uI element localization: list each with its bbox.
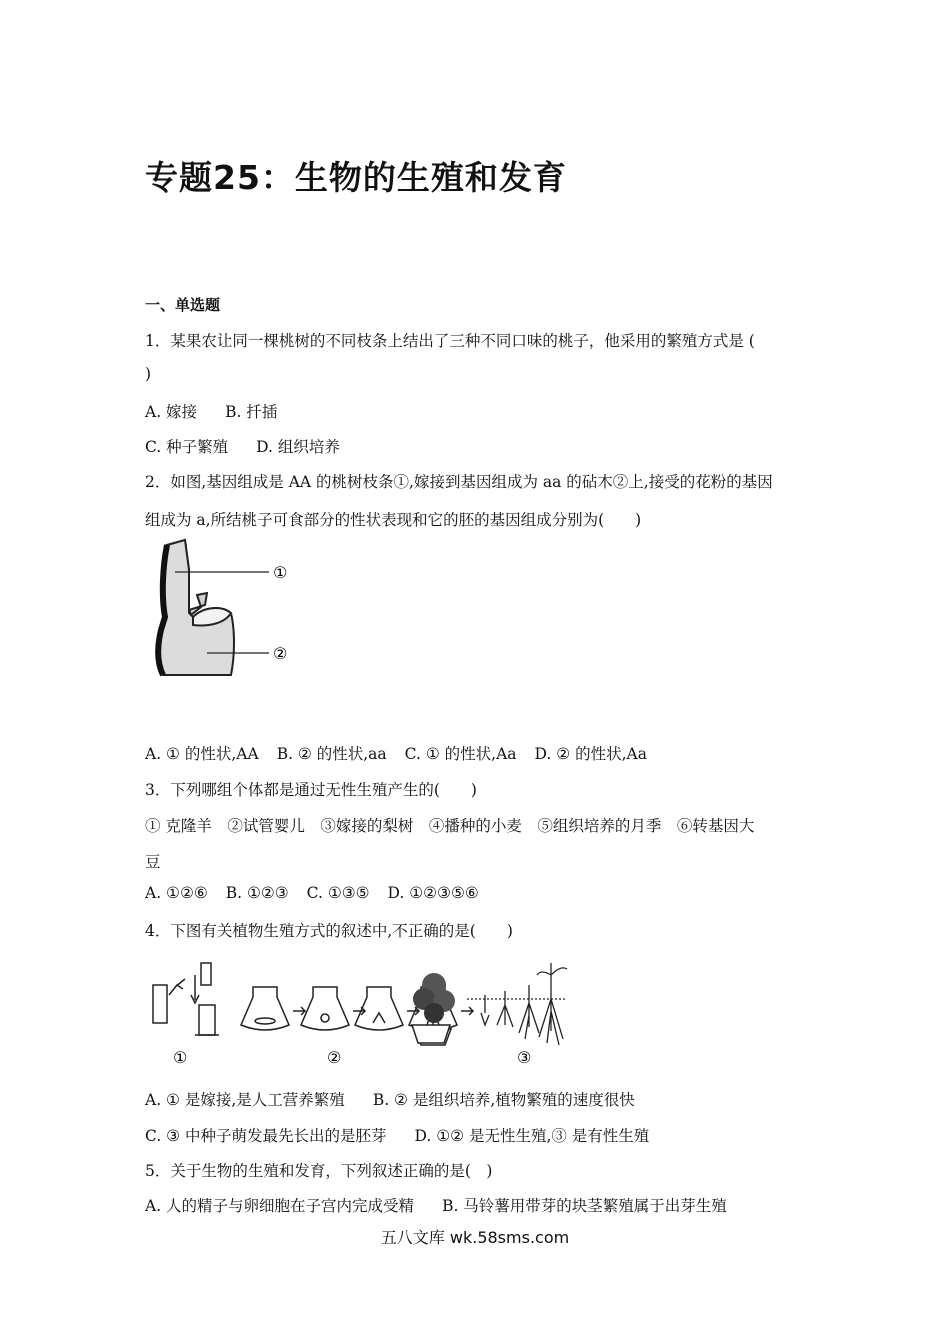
page-title: 专题25：生物的生殖和发育	[145, 158, 567, 197]
q1-option-d: D. 组织培养	[256, 438, 340, 456]
q3-option-d: D. ①②③⑤⑥	[387, 884, 479, 902]
q3-items-line1: ① 克隆羊 ②试管婴儿 ③嫁接的梨树 ④播种的小麦 ⑤组织培养的月季 ⑥转基因大	[145, 817, 755, 835]
figure-part-pot-tree	[412, 1025, 450, 1043]
q4-option-b: B. ② 是组织培养,植物繁殖的速度很快	[372, 1091, 635, 1109]
page-footer: 五八文库 wk.58sms.com	[380, 1228, 570, 1247]
q3-option-a: A. ①②⑥	[145, 884, 208, 902]
fig4-label-1: ①	[173, 1048, 188, 1067]
fig4-label-3: ③	[517, 1048, 532, 1067]
q2-option-a: A. ① 的性状,AA	[145, 745, 259, 763]
q1-option-b: B. 扦插	[225, 403, 278, 421]
q4-options-row2	[145, 1124, 649, 1146]
q2-option-c: C. ① 的性状,Aa	[404, 745, 517, 763]
q3-items-line2: 豆	[145, 853, 161, 871]
figure-part-grafting	[153, 963, 219, 1035]
q4-stem: 4．下图有关植物生殖方式的叙述中,不正确的是( )	[145, 922, 513, 940]
fig-label-2: ②	[273, 644, 288, 663]
fig4-label-2: ②	[327, 1048, 342, 1067]
q4-options-row1	[145, 1088, 635, 1110]
q2-stem-line2: 组成为 a,所结桃子可食部分的性状表现和它的胚的基因组成分别为( )	[145, 511, 642, 529]
q5-stem: 5．关于生物的生殖和发育，下列叙述正确的是( )	[145, 1162, 493, 1180]
reproduction-methods-figure	[145, 955, 575, 1070]
fig-label-1: ①	[273, 563, 288, 582]
q1-options-row2	[145, 435, 340, 457]
q2-options	[145, 742, 647, 764]
q3-option-b: B. ①②③	[225, 884, 289, 902]
q2-option-d: D. ② 的性状,Aa	[534, 745, 647, 763]
q1-option-c: C. 种子繁殖	[145, 438, 229, 456]
q5-option-a: A. 人的精子与卵细胞在子宫内完成受精	[145, 1197, 415, 1215]
figure-part-germination	[467, 963, 567, 1045]
grafting-figure	[145, 535, 305, 680]
q3-option-c: C. ①③⑤	[306, 884, 370, 902]
section-heading: 一、单选题	[145, 296, 221, 314]
figure-part-tree	[413, 973, 455, 1023]
q5-option-b: B. 马铃薯用带芽的块茎繁殖属于出芽生殖	[442, 1197, 727, 1215]
q4-option-c: C. ③ 中种子萌发最先长出的是胚芽	[145, 1127, 387, 1145]
q4-option-d: D. ①② 是无性生殖,③ 是有性生殖	[414, 1127, 650, 1145]
q2-option-b: B. ② 的性状,aa	[276, 745, 387, 763]
q4-option-a: A. ① 是嫁接,是人工营养繁殖	[145, 1091, 345, 1109]
q1-stem: 1．某果农让同一棵桃树的不同枝条上结出了三种不同口味的桃子，他采用的繁殖方式是 (	[145, 332, 755, 350]
q5-options-row1	[145, 1194, 727, 1216]
q1-options-row1	[145, 400, 277, 422]
q3-stem: 3．下列哪组个体都是通过无性生殖产生的( )	[145, 781, 477, 799]
q2-stem-line1: 2．如图,基因组成是 AA 的桃树枝条①,嫁接到基因组成为 aa 的砧木②上,接受的花粉的基因	[145, 473, 773, 491]
q3-options	[145, 884, 479, 902]
q1-option-a: A. 嫁接	[145, 403, 198, 421]
q1-stem-end: )	[145, 365, 152, 383]
